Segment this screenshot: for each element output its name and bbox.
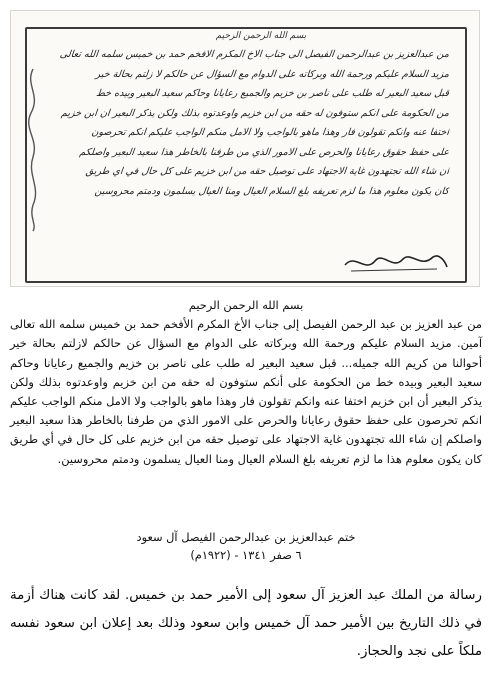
manuscript-line: ان شاء الله تجتهدون غاية الاجتهاد على توصيل حقه من ابن خزيم على كل حال في اي طريق: [85, 166, 450, 177]
manuscript-line: من عبدالعزيز بن عبدالرحمن الفيصل الى جناب الاخ المكرم الافخم حمد بن خميس سلمه الله تعالى: [59, 49, 450, 60]
signature-seal-icon: [341, 247, 451, 277]
seal-line: ختم عبدالعزيز بن عبدالرحمن الفيصل آل سعود: [136, 530, 356, 544]
date-line: ٦ صفر ١٣٤١ - (١٩٢٢م): [190, 548, 302, 562]
manuscript-line: كان يكون معلوم هذا ما لزم تعريفه بلغ السلام العيال ومنا العيال يسلمون ودمتم محروسين: [94, 185, 450, 197]
letter-closing: [10, 528, 482, 564]
margin-scribble-icon: [21, 65, 45, 235]
manuscript-basmala: بسم الله الرحمن الرحيم: [215, 31, 307, 41]
basmala: بسم الله الرحمن الرحيم: [188, 298, 304, 312]
manuscript-line: قبل سعيد البعير له طلب على ناصر بن خزيم والجميع رعايانا وحاكم سعيد البعير وبيده خط: [95, 88, 450, 99]
manuscript-line: مزيد السلام عليكم ورحمة الله وبركاته على الدوام مع السؤال عن حالكم لا زلتم بحالة خير: [95, 68, 450, 80]
letter-body: من عبد العزيز بن عبد الرحمن الفيصل إلى جناب الأخ المكرم الأفخم حمد بن خميس سلمه الله تعالى آمين. مزيد السلام عليكم ورحمة الله وبركاته على الدوام مع السؤال عن حالكم لازلتم بحالة خير أحوالنا من كريم الله جميله... قبل سعيد البعير له طلب على ناصر بن خزيم والجميع رعايانا وحاكم سعيد البعير وبيده خط من الحكومة على أنكم ستوفون له حقه من ابن خزيم واوعدتوه بذلك ولكن يذكر البعير أن ابن خزيم اختفا عنه وانكم تقولون فار وهذا ماهو بالواجب ولا الامل منكم الواجب عليكم انكم تحرصون على حفظ حقوق رعايانا والحرص على الامور الذي من طرفنا بالخاطر هذا سعيد البعير واصلكم إن شاء الله تجتهدون غاية الاجتهاد على توصيل حقه من ابن خزيم على كل حال في أي طريق كان يكون معلوم هذا ما لزم تعريفه بلغ السلام العيال ومنا العيال يسلمون ودمتم محروسين.: [10, 317, 482, 466]
manuscript-text: [39, 45, 449, 201]
manuscript-image: [10, 10, 480, 287]
manuscript-line: اختفا عنه وانكم تقولون فار وهذا ماهو بالواجب ولا الامل منكم الواجب عليكم انكم تحرصون: [90, 127, 450, 138]
manuscript-line: من الحكومة على انكم ستوفون له حقه من ابن خزيم واوعدتوه بذلك ولكن يذكر البعير ان ابن خزيم: [60, 107, 450, 119]
transcription: [10, 296, 482, 469]
manuscript-line: على حفظ حقوق رعايانا والحرص على الامور الذي من طرفنا بالخاطر هذا سعيد البعير واصلكم: [78, 146, 450, 158]
figure-caption: رسالة من الملك عبد العزيز آل سعود إلى الأمير حمد بن خميس. لقد كانت هناك أزمة في ذلك التاريخ بين الأمير حمد آل خميس وابن سعود وذلك بعد إعلان ابن سعود نفسه ملكاً على نجد والحجاز.: [10, 588, 482, 659]
